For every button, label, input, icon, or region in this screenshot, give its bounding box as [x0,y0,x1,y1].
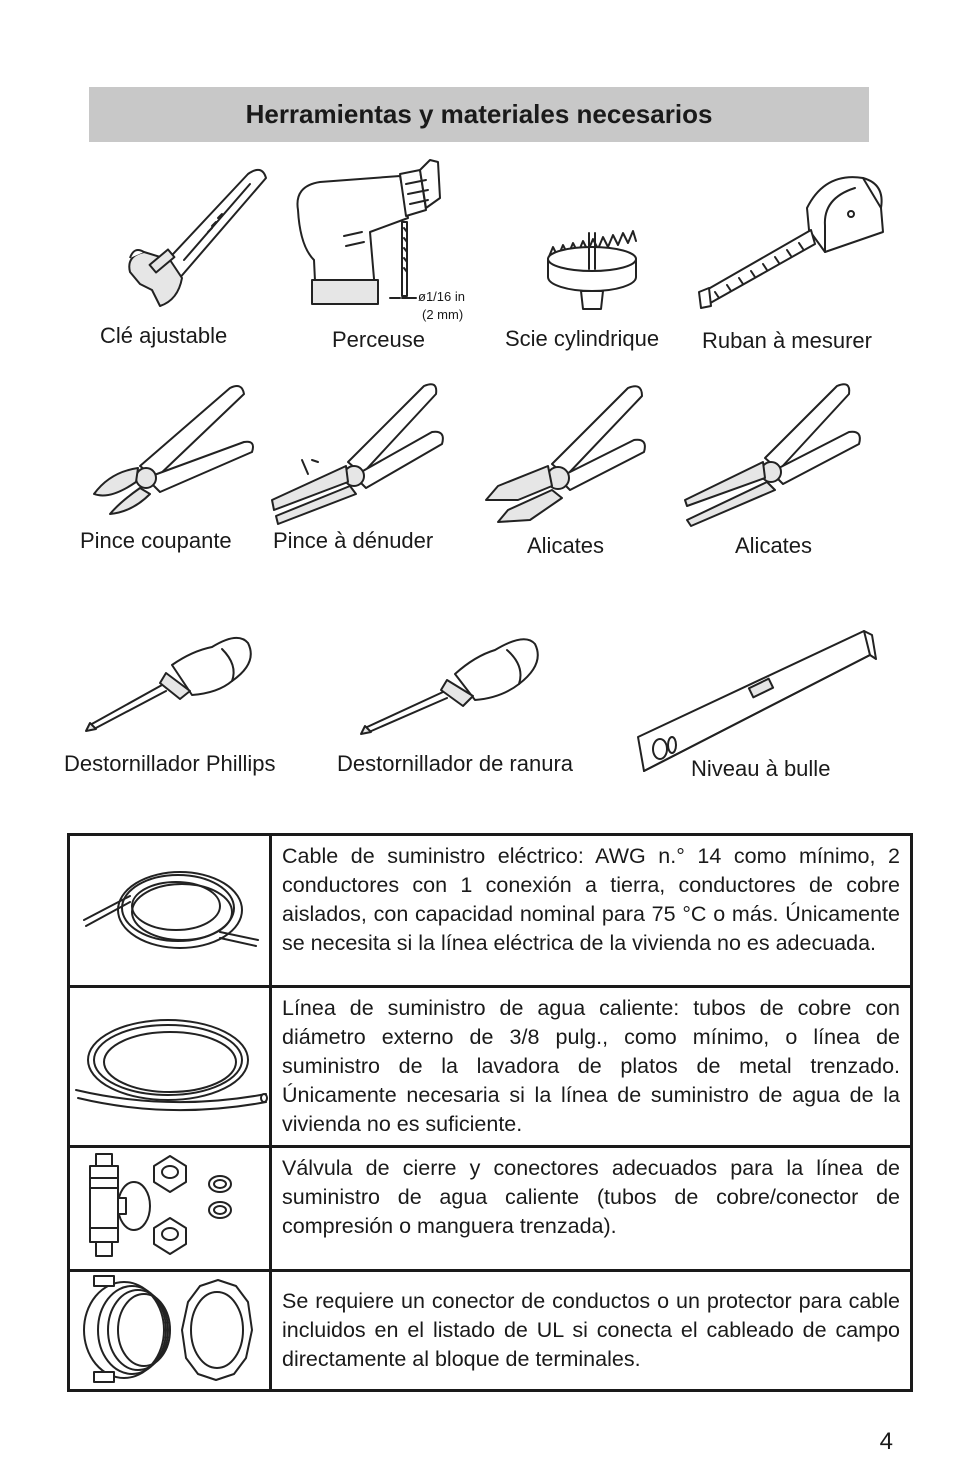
tool-tape-measure [695,168,895,358]
phillips-screwdriver-icon [62,625,302,735]
tool-label-hole-saw: Scie cylindrique [505,326,660,351]
material-text-connector: Se requiere un conector de conductos o un protector para cable incluidos en el listado de UL si conecta el cableado de campo directamente al bloque de terminales. [271,1271,912,1391]
tool-label-cutter: Pince coupante [80,528,232,553]
tool-label-wrench: Clé ajustable [100,323,228,348]
tool-label-level: Niveau à bulle [691,756,831,781]
tool-cutter [80,382,260,557]
material-image-cell [69,1271,271,1391]
table-row [69,1147,912,1271]
tool-pliers-1 [478,382,658,562]
linemans-pliers-icon [478,382,658,522]
table-row [69,835,912,987]
page-title: Herramientas y materiales necesarios [245,99,713,129]
material-image-cell [69,987,271,1147]
tool-pliers-2 [683,382,868,562]
tool-phillips [62,625,302,785]
tool-label-slotted: Destornillador de ranura [337,751,574,776]
table-row [69,987,912,1147]
tool-level [632,625,877,790]
needle-nose-pliers-icon [683,382,868,527]
conduit-connector-icon [70,1272,269,1386]
material-text-water-line: Línea de suministro de agua caliente: tubos de cobre con diámetro externo de 3/8 pulg., como mínimo, o línea de suministro de la lavadora de platos de metal trenzado. Únicamente necesaria si la línea de suministro de agua de la vivienda no es suficiente. [271,987,912,1147]
tool-label-drill: Perceuse [332,327,425,352]
wire-stripper-icon [268,382,453,522]
drill-note-line-1: ø1/16 in [418,289,465,304]
tool-stripper [268,382,453,557]
tool-label-phillips: Destornillador Phillips [64,751,276,776]
tool-label-tape: Ruban à mesurer [702,328,872,353]
tape-measure-icon [695,168,895,318]
page-number: 4 [879,1428,893,1455]
tool-hole-saw [505,225,680,355]
tool-label-stripper: Pince à dénuder [273,528,434,553]
material-text-cable: Cable de suministro eléctrico: AWG n.° 14 como mínimo, 2 conductores con 1 conexión a tierra, conductores de cobre aislados, con capacidad nominal para 75 °C o más. Únicamente se necesita si la línea eléctrica de la vivienda no es adecuada. [271,835,912,987]
copper-tubing-icon [70,988,269,1134]
slotted-screwdriver-icon [335,630,605,740]
material-image-cell [69,1147,271,1271]
tool-label-pliers-1: Alicates [527,533,605,558]
hole-saw-icon [505,225,680,320]
material-text-valve: Válvula de cierre y conectores adecuados para la línea de suministro de agua caliente (tubos de cobre/conector de compresión o manguera trenzada). [271,1147,912,1271]
tool-slotted [335,630,605,785]
title-bar [89,87,869,142]
electrical-cable-icon [70,836,269,982]
valve-fittings-icon [70,1148,269,1266]
spirit-level-icon [632,625,877,775]
tool-label-pliers-2: Alicates [735,533,813,558]
diagonal-cutter-icon [80,382,260,517]
tool-drill [290,150,490,355]
drill-note-line-2: (2 mm) [422,307,464,322]
tool-wrench [100,160,280,350]
table-row [69,1271,912,1391]
material-image-cell [69,835,271,987]
materials-table [67,833,913,1392]
adjustable-wrench-icon [100,160,280,320]
